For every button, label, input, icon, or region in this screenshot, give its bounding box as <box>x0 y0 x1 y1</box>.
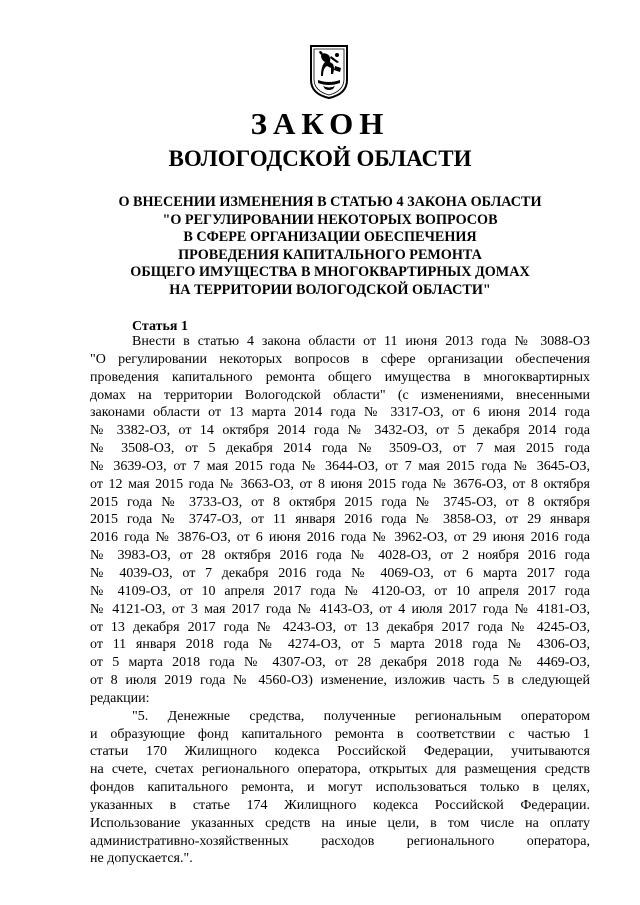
subject-line: ПРОВЕДЕНИЯ КАПИТАЛЬНОГО РЕМОНТА <box>178 246 482 263</box>
body-line: Использование указанных средств на иные цели, в том числе на оплату <box>90 815 590 831</box>
body-line: "5. Денежные средства, полученные региональным оператором <box>132 708 590 724</box>
region-title: ВОЛОГОДСКОЙ ОБЛАСТИ <box>168 146 472 171</box>
body-line: от 8 июля 2019 года № 4560-ОЗ) изменение, изложив часть 5 в следующей <box>90 673 590 689</box>
body-line: редакции: <box>90 690 150 706</box>
article-heading: Статья 1 <box>132 319 188 334</box>
body-line: от 12 мая 2015 года № 3663-ОЗ, от 8 июня 2015 года № 3676-ОЗ, от 8 октября <box>90 476 590 492</box>
subject-line: ОБЩЕГО ИМУЩЕСТВА В МНОГОКВАРТИРНЫХ ДОМАХ <box>130 264 530 281</box>
body-line: на счете, счетах регионального оператора, открытых для размещения средств <box>90 762 590 778</box>
subject-line: В СФЕРЕ ОРГАНИЗАЦИИ ОБЕСПЕЧЕНИЯ <box>183 229 477 246</box>
body-line: от 11 января 2018 года № 4274-ОЗ, от 5 марта 2018 года № 4306-ОЗ, <box>90 637 590 653</box>
body-line: № 3639-ОЗ, от 7 мая 2015 года № 3644-ОЗ, от 7 мая 2015 года № 3645-ОЗ, <box>90 458 590 474</box>
body-line: не допускается.". <box>90 851 193 867</box>
body-line: законами области от 13 марта 2014 года № 3317-ОЗ, от 6 июня 2014 года <box>90 405 590 421</box>
body-line: и образующие фонд капитального ремонта в соответствии с частью 1 <box>90 726 590 742</box>
body-line: 2016 года № 3876-ОЗ, от 6 июня 2016 года № 3962-ОЗ, от 29 июня 2016 года <box>90 530 590 546</box>
body-line: 2015 года № 3733-ОЗ, от 8 октября 2015 года № 3745-ОЗ, от 8 октября <box>90 494 590 510</box>
body-line: № 4039-ОЗ, от 7 декабря 2016 года № 4069-ОЗ, от 6 марта 2017 года <box>90 565 590 581</box>
law-title: ЗАКОН <box>250 106 390 141</box>
body-line: 2015 года № 3747-ОЗ, от 11 января 2016 года № 3858-ОЗ, от 29 января <box>90 512 590 528</box>
body-line: № 4121-ОЗ, от 3 мая 2017 года № 4143-ОЗ, от 4 июля 2017 года № 4181-ОЗ, <box>90 601 590 617</box>
body-line: № 4109-ОЗ, от 10 апреля 2017 года № 4120-ОЗ, от 10 апреля 2017 года <box>90 583 590 599</box>
subject-line: "О РЕГУЛИРОВАНИИ НЕКОТОРЫХ ВОПРОСОВ <box>162 211 498 228</box>
body-line: от 13 декабря 2017 года № 4243-ОЗ, от 13 декабря 2017 года № 4245-ОЗ, <box>90 619 590 635</box>
body-line: Внести в статью 4 закона области от 11 июня 2013 года № 3088-ОЗ <box>132 334 590 349</box>
body-line: фондов капитального ремонта, и могут использоваться только в целях, <box>90 780 590 796</box>
body-line: от 5 марта 2018 года № 4307-ОЗ, от 28 декабря 2018 года № 4469-ОЗ, <box>90 655 590 671</box>
body-line: "О регулировании некоторых вопросов в сфере организации обеспечения <box>90 351 590 367</box>
body-line: № 3983-ОЗ, от 28 октября 2016 года № 4028-ОЗ, от 2 ноября 2016 года <box>90 548 590 564</box>
body-line: указанных в статье 174 Жилищного кодекса Российской Федерации. <box>90 797 590 813</box>
subject-line: О ВНЕСЕНИИ ИЗМЕНЕНИЯ В СТАТЬЮ 4 ЗАКОНА ОБЛАСТИ <box>118 194 542 210</box>
body-line: проведения капитального ремонта общего имущества в многоквартирных <box>90 369 590 385</box>
law-subject-title <box>90 194 570 300</box>
body-line: домах на территории Вологодской области" (с изменениями, внесенными <box>90 387 590 403</box>
body-line: статьи 170 Жилищного кодекса Российской Федерации, учитываются <box>90 744 590 760</box>
coat-of-arms-emblem-icon <box>309 44 349 100</box>
body-line: № 3382-ОЗ, от 14 октября 2014 года № 3432-ОЗ, от 5 декабря 2014 года <box>90 423 590 439</box>
body-line: № 3508-ОЗ, от 5 декабря 2014 года № 3509-ОЗ, от 7 мая 2015 года <box>90 441 590 457</box>
article-body <box>90 333 590 868</box>
body-line: административно-хозяйственных расходов регионального оператора, <box>90 833 590 849</box>
subject-line: НА ТЕРРИТОРИИ ВОЛОГОДСКОЙ ОБЛАСТИ" <box>169 281 491 298</box>
